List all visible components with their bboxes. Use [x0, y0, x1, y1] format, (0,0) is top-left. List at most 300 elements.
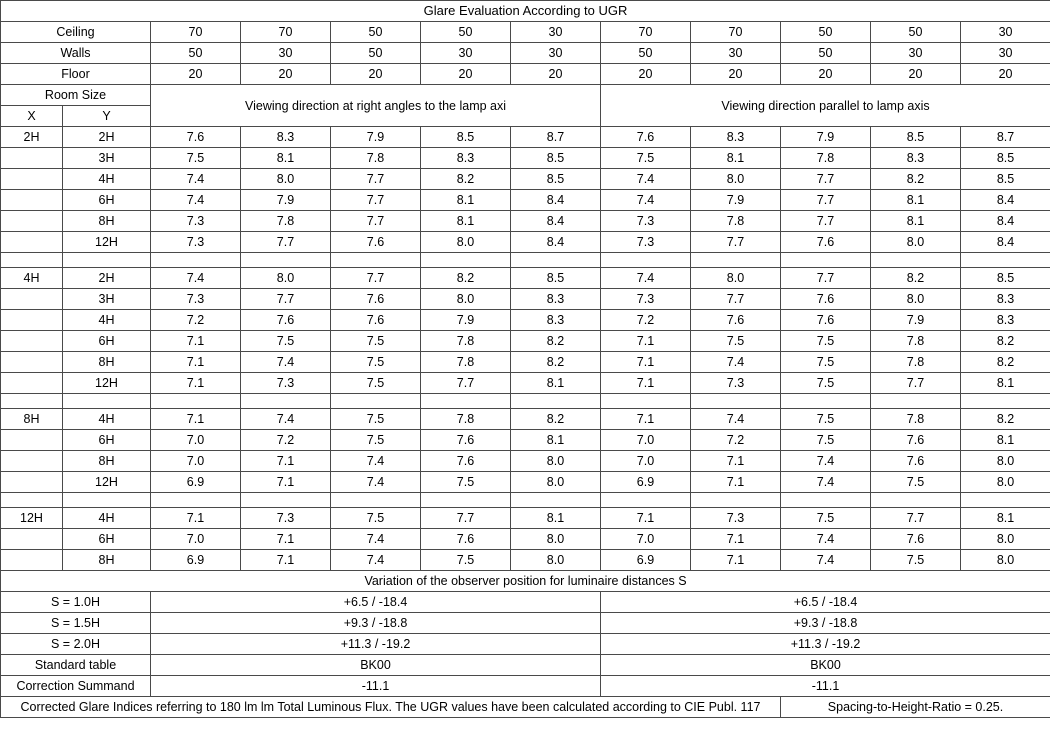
ugr-value: 7.6	[781, 232, 871, 253]
ugr-value: 8.5	[961, 169, 1050, 190]
spacer-cell	[241, 253, 331, 268]
floor-value: 20	[871, 64, 961, 85]
ugr-value: 8.1	[961, 508, 1050, 529]
walls-value: 50	[331, 43, 421, 64]
ugr-value: 7.6	[871, 529, 961, 550]
ugr-value: 8.2	[961, 352, 1050, 373]
ugr-value: 7.1	[151, 331, 241, 352]
floor-value: 20	[781, 64, 871, 85]
standard-table-label: Standard table	[1, 655, 151, 676]
ugr-value: 8.4	[961, 190, 1050, 211]
y-value: 2H	[63, 268, 151, 289]
ugr-value: 7.7	[241, 232, 331, 253]
ugr-value: 7.6	[691, 310, 781, 331]
x-value-spacer	[1, 331, 63, 352]
ugr-value: 7.4	[601, 169, 691, 190]
variation-label: S = 2.0H	[1, 634, 151, 655]
table-row	[1, 352, 1050, 373]
ugr-value: 8.1	[961, 373, 1050, 394]
ugr-value: 8.0	[961, 472, 1050, 493]
ugr-value: 8.3	[871, 148, 961, 169]
spacer-cell	[241, 493, 331, 508]
ugr-value: 8.3	[691, 127, 781, 148]
ugr-value: 7.1	[691, 472, 781, 493]
x-value-spacer	[1, 430, 63, 451]
walls-value: 50	[151, 43, 241, 64]
ugr-value: 7.1	[241, 472, 331, 493]
ugr-value: 7.4	[331, 472, 421, 493]
ugr-value: 7.7	[241, 289, 331, 310]
ugr-value: 8.1	[691, 148, 781, 169]
x-value-spacer	[1, 148, 63, 169]
ugr-value: 8.2	[511, 409, 601, 430]
ugr-value: 7.8	[421, 409, 511, 430]
ugr-value: 7.1	[241, 451, 331, 472]
ugr-value: 8.3	[511, 289, 601, 310]
x-value: 4H	[1, 268, 63, 289]
spacer-cell	[781, 394, 871, 409]
spacer-cell	[63, 394, 151, 409]
ugr-value: 8.0	[241, 169, 331, 190]
floor-value: 20	[601, 64, 691, 85]
ugr-value: 8.5	[511, 169, 601, 190]
spacer-cell	[151, 493, 241, 508]
ugr-value: 7.7	[421, 373, 511, 394]
table-row	[1, 430, 1050, 451]
ugr-value: 8.7	[961, 127, 1050, 148]
ugr-value: 8.4	[511, 190, 601, 211]
ugr-value: 8.1	[421, 190, 511, 211]
ceiling-value: 70	[601, 22, 691, 43]
standard-table-row	[1, 655, 1050, 676]
ugr-value: 7.3	[601, 232, 691, 253]
ugr-value: 7.1	[151, 508, 241, 529]
table-row	[1, 373, 1050, 394]
ugr-value: 8.5	[421, 127, 511, 148]
spacer-cell	[1, 253, 63, 268]
x-value-spacer	[1, 232, 63, 253]
ugr-value: 7.4	[151, 169, 241, 190]
ugr-value: 7.1	[691, 529, 781, 550]
spacer-cell	[151, 394, 241, 409]
variation-right-value: +6.5 / -18.4	[601, 592, 1050, 613]
ugr-value: 7.3	[151, 232, 241, 253]
spacer-cell	[1, 493, 63, 508]
ugr-value: 8.5	[961, 268, 1050, 289]
ugr-value: 8.0	[511, 529, 601, 550]
ugr-value: 7.8	[871, 331, 961, 352]
ugr-value: 7.0	[151, 529, 241, 550]
ugr-value: 7.4	[691, 409, 781, 430]
spacer-cell	[691, 253, 781, 268]
x-value-spacer	[1, 529, 63, 550]
ugr-value: 7.7	[331, 211, 421, 232]
y-value: 6H	[63, 529, 151, 550]
ugr-value: 8.1	[871, 211, 961, 232]
ugr-value: 7.2	[601, 310, 691, 331]
ugr-value: 7.9	[331, 127, 421, 148]
ugr-value: 7.7	[331, 268, 421, 289]
ugr-value: 7.5	[331, 508, 421, 529]
ugr-value: 7.4	[781, 472, 871, 493]
table-row	[1, 508, 1050, 529]
walls-value: 30	[871, 43, 961, 64]
x-value-spacer	[1, 190, 63, 211]
x-value-spacer	[1, 169, 63, 190]
y-value: 8H	[63, 451, 151, 472]
walls-value: 50	[781, 43, 871, 64]
x-value-spacer	[1, 352, 63, 373]
ugr-value: 7.3	[601, 289, 691, 310]
x-value-spacer	[1, 211, 63, 232]
spacer-cell	[961, 253, 1050, 268]
ugr-value: 7.4	[151, 268, 241, 289]
spacer-cell	[421, 394, 511, 409]
y-value: 8H	[63, 352, 151, 373]
ugr-value: 7.6	[781, 310, 871, 331]
spacer-cell	[781, 253, 871, 268]
table-row	[1, 211, 1050, 232]
spacer-cell	[511, 394, 601, 409]
ugr-value: 7.5	[871, 472, 961, 493]
spacer-cell	[511, 493, 601, 508]
variation-left-value: +9.3 / -18.8	[151, 613, 601, 634]
reflectance-row-ceiling	[1, 22, 1050, 43]
ugr-value: 6.9	[151, 472, 241, 493]
y-value: 12H	[63, 232, 151, 253]
ugr-value: 7.1	[601, 373, 691, 394]
y-value: 4H	[63, 508, 151, 529]
ugr-value: 7.4	[331, 451, 421, 472]
ugr-value: 7.4	[151, 190, 241, 211]
ugr-value: 7.3	[151, 211, 241, 232]
ugr-value: 8.5	[871, 127, 961, 148]
ugr-value: 8.3	[961, 289, 1050, 310]
ugr-value: 8.2	[511, 352, 601, 373]
floor-value: 20	[151, 64, 241, 85]
y-value: 3H	[63, 148, 151, 169]
y-value: 2H	[63, 127, 151, 148]
ugr-value: 7.9	[421, 310, 511, 331]
ugr-value: 8.5	[511, 148, 601, 169]
reflectance-row-walls	[1, 43, 1050, 64]
ugr-value: 7.7	[781, 268, 871, 289]
ugr-value: 7.1	[151, 409, 241, 430]
x-value-spacer	[1, 289, 63, 310]
y-value: 6H	[63, 430, 151, 451]
y-value: 12H	[63, 373, 151, 394]
spacer-cell	[421, 253, 511, 268]
ugr-value: 7.0	[601, 529, 691, 550]
ugr-value: 8.0	[241, 268, 331, 289]
ugr-value: 8.1	[511, 430, 601, 451]
walls-value: 30	[421, 43, 511, 64]
table-row	[1, 409, 1050, 430]
ugr-value: 8.0	[871, 232, 961, 253]
floor-value: 20	[241, 64, 331, 85]
footnote-row	[1, 697, 1050, 718]
ugr-value: 7.7	[331, 169, 421, 190]
x-value: 2H	[1, 127, 63, 148]
row-label-floor: Floor	[1, 64, 151, 85]
ugr-value: 7.5	[781, 331, 871, 352]
variation-left-value: +11.3 / -19.2	[151, 634, 601, 655]
ugr-value: 7.4	[601, 190, 691, 211]
row-label-ceiling: Ceiling	[1, 22, 151, 43]
ugr-value: 8.0	[691, 169, 781, 190]
ugr-value: 7.2	[241, 430, 331, 451]
walls-value: 50	[601, 43, 691, 64]
ugr-value: 8.2	[871, 169, 961, 190]
ugr-value: 7.4	[601, 268, 691, 289]
ugr-value: 8.1	[241, 148, 331, 169]
floor-value: 20	[961, 64, 1050, 85]
ugr-value: 7.5	[781, 430, 871, 451]
spacer-cell	[781, 493, 871, 508]
spacer-cell	[1, 394, 63, 409]
ugr-value: 7.6	[331, 232, 421, 253]
ugr-value: 7.7	[781, 169, 871, 190]
ugr-value: 6.9	[601, 550, 691, 571]
ugr-value: 7.3	[601, 211, 691, 232]
ugr-value: 8.2	[421, 169, 511, 190]
variation-right-value: +9.3 / -18.8	[601, 613, 1050, 634]
ugr-value: 7.1	[601, 331, 691, 352]
y-value: 6H	[63, 331, 151, 352]
ugr-value: 7.4	[781, 529, 871, 550]
ceiling-value: 50	[871, 22, 961, 43]
table-row	[1, 289, 1050, 310]
ceiling-value: 70	[241, 22, 331, 43]
spacer-cell	[241, 394, 331, 409]
ugr-value: 7.0	[151, 451, 241, 472]
ceiling-value: 30	[511, 22, 601, 43]
y-value: 6H	[63, 190, 151, 211]
ugr-value: 8.3	[511, 310, 601, 331]
ugr-value: 8.1	[961, 430, 1050, 451]
ugr-value: 7.5	[781, 352, 871, 373]
ugr-value: 7.5	[331, 430, 421, 451]
table-row	[1, 550, 1050, 571]
y-value: 4H	[63, 310, 151, 331]
group-header-right-angles: Viewing direction at right angles to the lamp axi	[151, 85, 601, 127]
spacer-cell	[871, 493, 961, 508]
x-value-spacer	[1, 310, 63, 331]
ugr-value: 7.1	[601, 409, 691, 430]
ugr-value: 7.8	[871, 409, 961, 430]
y-value: 12H	[63, 472, 151, 493]
ugr-value: 7.5	[331, 331, 421, 352]
ugr-value: 7.7	[691, 232, 781, 253]
ugr-value: 7.6	[421, 451, 511, 472]
ugr-value: 7.6	[331, 310, 421, 331]
ugr-value: 7.7	[331, 190, 421, 211]
spacer-cell	[601, 253, 691, 268]
y-value: 8H	[63, 211, 151, 232]
ugr-value: 7.1	[151, 352, 241, 373]
ugr-value: 7.0	[601, 451, 691, 472]
ugr-value: 7.1	[691, 451, 781, 472]
spacer-cell	[961, 493, 1050, 508]
ugr-value: 8.7	[511, 127, 601, 148]
ugr-value: 7.3	[691, 508, 781, 529]
walls-value: 30	[511, 43, 601, 64]
table-row	[1, 127, 1050, 148]
ugr-value: 8.1	[511, 373, 601, 394]
ugr-value: 7.8	[781, 148, 871, 169]
ugr-value: 8.2	[871, 268, 961, 289]
spacer-cell	[421, 493, 511, 508]
ugr-value: 8.1	[511, 508, 601, 529]
ugr-value: 8.1	[421, 211, 511, 232]
ugr-value: 7.0	[601, 430, 691, 451]
ugr-value: 7.8	[871, 352, 961, 373]
table-row	[1, 232, 1050, 253]
floor-value: 20	[691, 64, 781, 85]
ugr-value: 7.3	[151, 289, 241, 310]
group-header-parallel: Viewing direction parallel to lamp axis	[601, 85, 1050, 127]
ugr-value: 8.0	[871, 289, 961, 310]
ugr-value: 7.5	[331, 352, 421, 373]
ugr-value: 7.6	[151, 127, 241, 148]
spacer-cell	[871, 394, 961, 409]
ugr-value: 6.9	[151, 550, 241, 571]
x-value-spacer	[1, 451, 63, 472]
ugr-value: 7.7	[781, 211, 871, 232]
ugr-value: 7.4	[331, 550, 421, 571]
ugr-value: 7.5	[781, 508, 871, 529]
page-title: Glare Evaluation According to UGR	[1, 1, 1050, 22]
spacer-cell	[601, 394, 691, 409]
ugr-value: 7.9	[871, 310, 961, 331]
ugr-value: 7.5	[781, 409, 871, 430]
floor-value: 20	[421, 64, 511, 85]
ugr-value: 7.4	[241, 352, 331, 373]
ugr-value: 7.4	[331, 529, 421, 550]
ugr-value: 7.2	[691, 430, 781, 451]
table-row	[1, 331, 1050, 352]
ugr-value: 8.0	[961, 550, 1050, 571]
ugr-value: 7.6	[781, 289, 871, 310]
table-row	[1, 310, 1050, 331]
ceiling-value: 50	[331, 22, 421, 43]
y-header: Y	[63, 106, 151, 127]
ugr-value: 7.3	[241, 373, 331, 394]
ugr-value: 7.5	[421, 472, 511, 493]
ugr-value: 7.1	[691, 550, 781, 571]
spacer-cell	[511, 253, 601, 268]
ugr-value: 7.5	[421, 550, 511, 571]
ugr-value: 8.3	[241, 127, 331, 148]
variation-row	[1, 592, 1050, 613]
ugr-value: 7.0	[151, 430, 241, 451]
ceiling-value: 30	[961, 22, 1050, 43]
ugr-value: 7.7	[691, 289, 781, 310]
ugr-value: 8.0	[511, 550, 601, 571]
ugr-value: 7.6	[421, 430, 511, 451]
ugr-value: 7.6	[601, 127, 691, 148]
ugr-value: 7.3	[691, 373, 781, 394]
walls-value: 30	[691, 43, 781, 64]
ugr-value: 7.7	[871, 508, 961, 529]
standard-table-right-value: BK00	[601, 655, 1050, 676]
ugr-value: 7.7	[781, 190, 871, 211]
x-value-spacer	[1, 472, 63, 493]
ugr-value: 7.4	[781, 550, 871, 571]
ugr-value: 7.1	[601, 508, 691, 529]
variation-row	[1, 634, 1050, 655]
correction-summand-left-value: -11.1	[151, 676, 601, 697]
ugr-value: 7.8	[331, 148, 421, 169]
ceiling-value: 70	[691, 22, 781, 43]
x-value: 8H	[1, 409, 63, 430]
ugr-value: 8.2	[961, 409, 1050, 430]
table-row	[1, 268, 1050, 289]
ugr-value: 8.5	[511, 268, 601, 289]
ugr-value: 8.2	[511, 331, 601, 352]
ugr-value: 8.1	[871, 190, 961, 211]
standard-table-left-value: BK00	[151, 655, 601, 676]
spacer-cell	[601, 493, 691, 508]
ugr-value: 8.2	[421, 268, 511, 289]
correction-summand-row	[1, 676, 1050, 697]
spacer-cell	[151, 253, 241, 268]
table-row	[1, 472, 1050, 493]
ugr-value: 7.1	[151, 373, 241, 394]
ugr-value: 8.4	[961, 232, 1050, 253]
ugr-value: 7.8	[241, 211, 331, 232]
ugr-value: 8.0	[961, 451, 1050, 472]
reflectance-row-floor	[1, 64, 1050, 85]
spacer-cell	[331, 253, 421, 268]
ugr-value: 8.2	[961, 331, 1050, 352]
ugr-value: 7.5	[151, 148, 241, 169]
ugr-value: 7.5	[781, 373, 871, 394]
y-value: 8H	[63, 550, 151, 571]
spacer-cell	[691, 394, 781, 409]
table-row	[1, 169, 1050, 190]
ugr-value: 8.0	[511, 451, 601, 472]
ugr-value: 7.5	[691, 331, 781, 352]
ugr-value: 7.6	[421, 529, 511, 550]
variation-title-row	[1, 571, 1050, 592]
x-value: 12H	[1, 508, 63, 529]
x-value-spacer	[1, 373, 63, 394]
floor-value: 20	[331, 64, 421, 85]
ugr-value: 8.3	[421, 148, 511, 169]
variation-left-value: +6.5 / -18.4	[151, 592, 601, 613]
x-header: X	[1, 106, 63, 127]
ugr-value: 7.9	[691, 190, 781, 211]
ugr-value: 7.9	[781, 127, 871, 148]
title-row	[1, 1, 1050, 22]
group-spacer	[1, 394, 1050, 409]
ugr-value: 8.0	[421, 289, 511, 310]
ugr-value: 7.7	[421, 508, 511, 529]
ugr-value: 7.6	[871, 430, 961, 451]
ugr-value: 7.1	[241, 529, 331, 550]
walls-value: 30	[241, 43, 331, 64]
ugr-value: 8.3	[961, 310, 1050, 331]
spacer-cell	[331, 394, 421, 409]
spacer-cell	[961, 394, 1050, 409]
ugr-value: 8.5	[961, 148, 1050, 169]
spacer-cell	[63, 493, 151, 508]
correction-summand-right-value: -11.1	[601, 676, 1050, 697]
spacer-cell	[691, 493, 781, 508]
ugr-value: 7.4	[241, 409, 331, 430]
ugr-value: 7.7	[871, 373, 961, 394]
